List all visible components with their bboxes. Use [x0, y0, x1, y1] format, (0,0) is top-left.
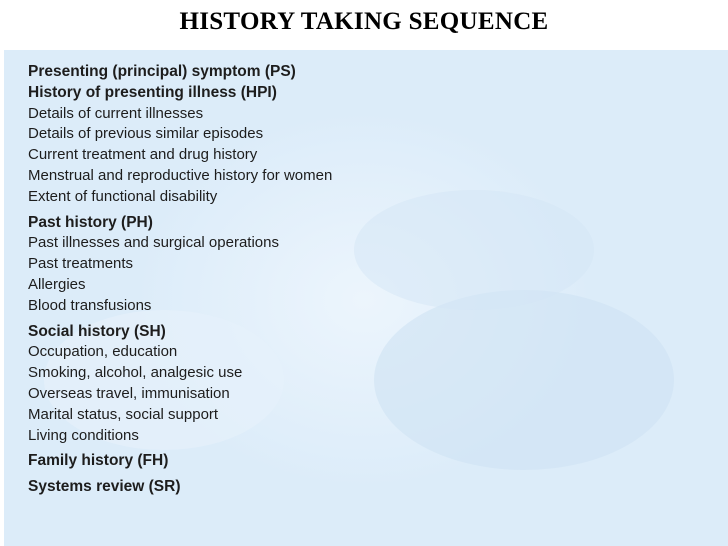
- heading-social-history: Social history (SH): [28, 322, 166, 340]
- list-item: Living conditions: [28, 426, 139, 444]
- list-item: Past illnesses and surgical operations: [28, 234, 279, 252]
- list-item: Allergies: [28, 275, 86, 293]
- list-item: Menstrual and reproductive history for women: [28, 166, 333, 184]
- list-item: Occupation, education: [28, 343, 178, 361]
- heading-history-presenting-illness: History of presenting illness (HPI): [28, 83, 277, 101]
- slide-title: HISTORY TAKING SEQUENCE: [179, 8, 549, 35]
- list-item: Details of current illnesses: [28, 104, 204, 122]
- heading-past-history: Past history (PH): [28, 213, 153, 231]
- heading-family-history: Family history (FH): [28, 452, 169, 470]
- heading-presenting-symptom: Presenting (principal) symptom (PS): [28, 63, 296, 80]
- list-item: Current treatment and drug history: [28, 146, 258, 164]
- list-item: Details of previous similar episodes: [28, 125, 264, 143]
- list-item: Past treatments: [28, 255, 134, 273]
- scanned-page: [4, 50, 728, 546]
- list-item: Smoking, alcohol, analgesic use: [28, 364, 243, 382]
- list-item: Blood transfusions: [28, 296, 152, 314]
- list-item: Extent of functional disability: [28, 187, 218, 205]
- list-item: Marital status, social support: [28, 405, 219, 423]
- history-sequence-list: [28, 62, 718, 498]
- list-item: Overseas travel, immunisation: [28, 384, 230, 402]
- heading-systems-review: Systems review (SR): [28, 478, 181, 496]
